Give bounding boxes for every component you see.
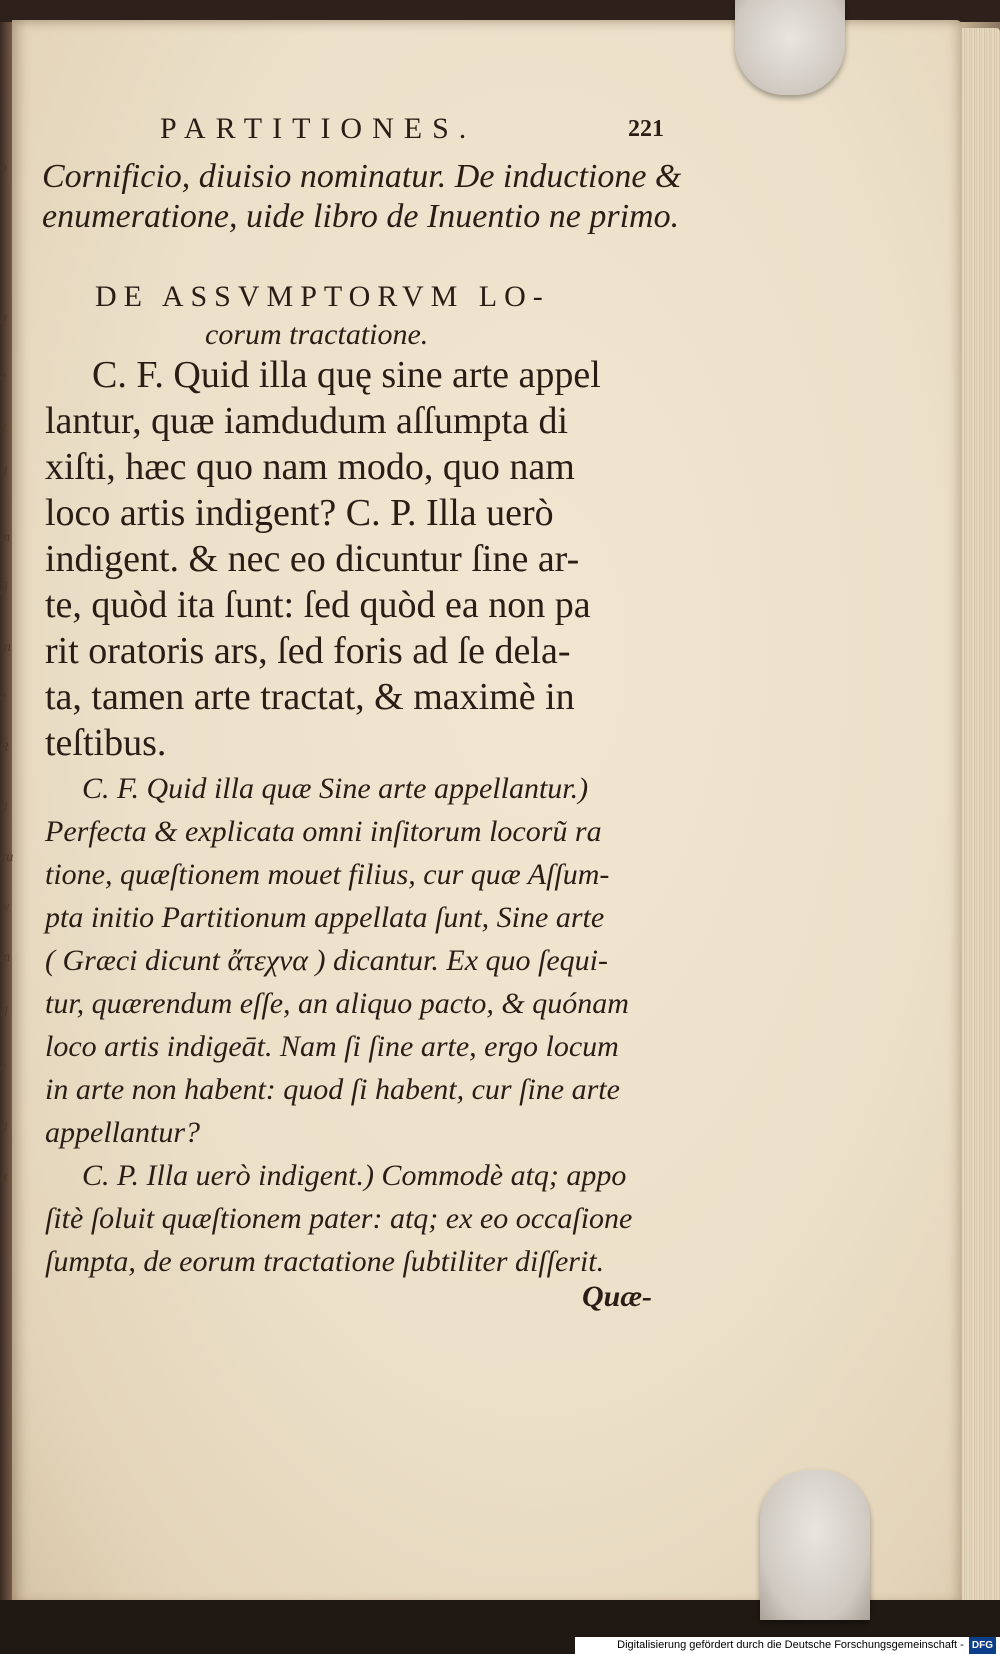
- margin-fragment: fi: [0, 580, 8, 595]
- margin-fragment: ti: [0, 800, 8, 815]
- book-clip-top: [735, 0, 845, 95]
- digitization-credit: [575, 1637, 1000, 1654]
- main-text-line: teſtibus.: [45, 722, 167, 764]
- book-clip-bottom: [760, 1470, 870, 1620]
- commentary-line: ( Græci dicunt ἄτεχνα ) dicantur. Ex quo ſequi-: [45, 944, 608, 977]
- commentary-line: C. P. Illa uerò indigent.) Commodè atq; appo: [82, 1159, 627, 1192]
- margin-fragment: x: [0, 420, 7, 435]
- commentary-line: appellantur?: [45, 1116, 200, 1149]
- main-text-line: te, quòd ita ſunt: ſed quòd ea non pa: [45, 584, 591, 626]
- left-margin-bleed: [0, 160, 14, 1490]
- section-heading: DE ASSVMPTORVM LO-: [95, 280, 550, 313]
- credit-text: Digitalisierung gefördert durch die Deutsche Forschungsgemeinschaft -: [617, 1639, 964, 1651]
- margin-fragment: ll: [0, 1005, 8, 1020]
- margin-fragment: cu: [0, 850, 14, 865]
- dfg-logo: DFG: [969, 1637, 996, 1654]
- commentary-line: ſitè ſoluit quæſtionem pater: atq; ex eo occaſione: [45, 1202, 633, 1235]
- catchword: Quæ-: [582, 1280, 653, 1313]
- commentary-line: in arte non habent: quod ſi habent, cur ſine arte: [45, 1073, 620, 1106]
- main-text-line: xiſti, hæc quo nam modo, quo nam: [45, 446, 575, 488]
- main-text-line: ta, tamen arte tractat, & maximè in: [45, 676, 575, 718]
- intro-line: Cornificio, diuisio nominatur. De inductione &: [42, 158, 682, 195]
- margin-fragment: d: [0, 465, 7, 480]
- margin-fragment: o: [0, 160, 7, 175]
- book-page: [12, 20, 962, 1605]
- margin-fragment: it: [0, 1170, 8, 1185]
- margin-fragment: e: [0, 370, 7, 385]
- commentary-line: tione, quæſtionem mouet filius, cur quæ Aſſum-: [45, 858, 610, 891]
- margin-fragment: i: [0, 255, 4, 270]
- commentary-line: tur, quærendum eſſe, an aliquo pacto, & quónam: [45, 987, 629, 1020]
- intro-line: enumeratione, uide libro de Inuentio ne primo.: [42, 198, 680, 235]
- margin-fragment: m: [0, 530, 11, 545]
- commentary-line: Perfecta & explicata omni inſitorum locorũ ra: [45, 815, 602, 848]
- commentary-line: C. F. Quid illa quæ Sine arte appellantur.): [82, 772, 589, 805]
- margin-fragment: ti: [0, 1120, 8, 1135]
- margin-fragment: m: [0, 950, 11, 965]
- running-title: PARTITIONES.: [160, 112, 477, 145]
- margin-fragment: R: [0, 740, 9, 755]
- commentary-line: ſumpta, de eorum tractatione ſubtiliter diſſerit.: [45, 1245, 605, 1278]
- scan-top-border: [0, 0, 1000, 22]
- main-text-line: rit oratoris ars, ſed foris ad ſe dela-: [45, 630, 571, 672]
- margin-fragment: w: [0, 900, 10, 915]
- commentary-line: loco artis indigeāt. Nam ſi ſine arte, ergo locum: [45, 1030, 619, 1063]
- margin-fragment: e: [0, 690, 7, 705]
- margin-fragment: in: [0, 640, 11, 655]
- margin-fragment: p: [0, 310, 7, 325]
- margin-fragment: c: [0, 1060, 7, 1075]
- main-text-line: C. F. Quid illa quę sine arte appel: [92, 354, 601, 396]
- main-text-line: indigent. & nec eo dicuntur ſine ar-: [45, 538, 580, 580]
- commentary-line: pta initio Partitionum appellata ſunt, Sine arte: [45, 901, 605, 934]
- folio-number: 221: [628, 116, 664, 142]
- main-text-line: lantur, quæ iamdudum aſſumpta di: [45, 400, 569, 442]
- main-text-line: loco artis indigent? C. P. Illa uerò: [45, 492, 554, 534]
- section-heading-continued: corum tractatione.: [205, 318, 429, 351]
